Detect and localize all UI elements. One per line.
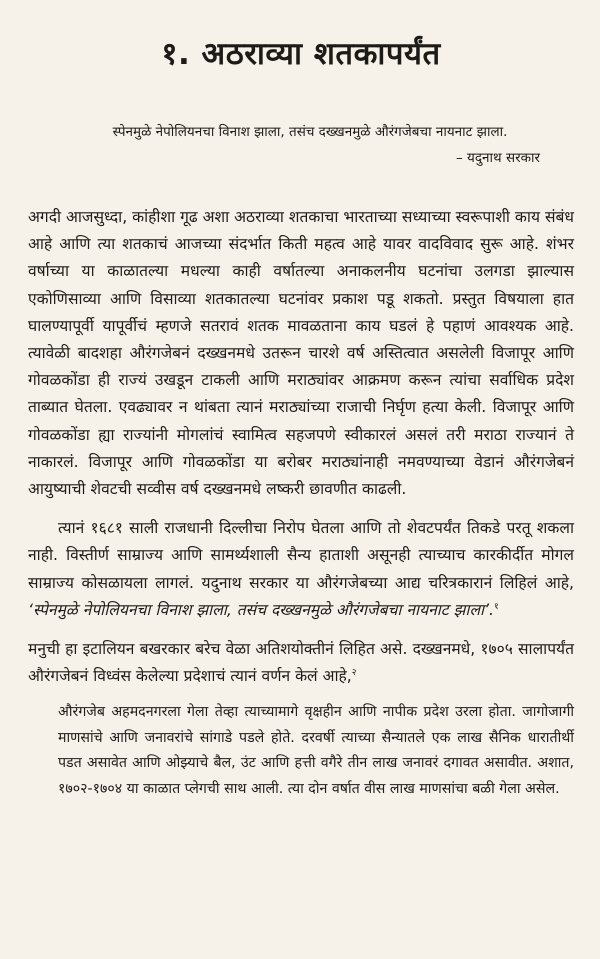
chapter-body bbox=[28, 204, 574, 802]
epigraph-attribution: – यदुनाथ सरकार bbox=[456, 150, 540, 166]
paragraph-2 bbox=[28, 515, 574, 624]
paragraph-1: अगदी आजसुध्दा, कांहीशा गूढ अशा अठराव्या शतकाचा भारताच्या सध्याच्या स्वरूपाशी काय संबंध आहे आणि त्या शतकाचं आजच्या संदर्भात किती महत्व आहे यावर वादविवाद सुरू आहे. शंभर वर्षाच्या या काळातल्या मधल्या काही वर्षातल्या अनाकलनीय घटनांचा उलगडा झाल्यास एकोणिसाव्या आणि विसाव्या शतकातल्या घटनांवर प्रकाश पडू शकतो. प्रस्तुत विषयाला हात घालण्यापूर्वी यापूर्वीचं म्हणजे सतरावं शतक मावळताना काय घडलं हे पहाणं आवश्यक आहे. त्यावेळी बादशहा औरंगजेबनं दख्खनमधे उतरून चारशे वर्ष अस्तित्वात असलेली विजापूर आणि गोवळकोंडा ही राज्यं उखडून टाकली आणि मराठ्यांवर आक्रमण करून त्यांचा सर्वाधिक प्रदेश ताब्यात घेतला. एवढ्यावर न थांबता त्यानं मराठ्यांच्या राजाची निर्घृण हत्या केली. विजापूर आणि गोवळकोंडा ह्या राज्यांनी मोगलांचं स्वामित्व सहजपणे स्वीकारलं असलं तरी मराठा राज्यानं ते नाकारलं. विजापूर आणि गोवळकोंडा या बरोबर मराठ्यांनाही नमवण्याच्या वेडानं औरंगजेबनं आयुष्याची शेवटची सव्वीस वर्ष दख्खनमधे लष्करी छावणीत काढली. bbox=[28, 208, 574, 499]
inline-quote: ‘स्पेनमुळे नेपोलियनचा विनाश झाला, तसंच दख्खनमुळे औरंगजेबचा नायनाट झाला’. bbox=[28, 600, 494, 619]
footnote-ref-1: १ bbox=[493, 601, 499, 612]
paragraph-2-text: त्यानं १६८१ साली राजधानी दिल्लीचा निरोप घेतला आणि तो शेवटपर्यंत तिकडे परतू शकला नाही. विस्तीर्ण साम्राज्य आणि सामर्थ्यशाली सैन्य हाताशी असूनही त्याच्याच कारकीर्दीत मोगल साम्राज्य कोसळायला लागलं. यदुनाथ सरकार या औरंगजेबच्या आद्य चरित्रकारानं लिहिलं आहे, bbox=[28, 519, 574, 592]
block-quote: औरंगजेब अहमदनगरला गेला तेव्हा त्याच्यामागे वृक्षहीन आणि नापीक प्रदेश उरला होता. जागोजागी माणसांचे आणि जनावरांचे सांगाडे पडले होते. दरवर्षी त्याच्या सैन्यातले एक लाख सैनिक धारातीर्थी पडत असावेत आणि ओझ्याचे बैल, उंट आणि हत्ती वगैरे तीन लाख जनावरं दगावत असावीत. अशात, १७०२-१७०४ या काळात प्लेगची साथ आली. त्या दोन वर्षात वीस लाख माणसांचा बळी गेला असेल. bbox=[58, 704, 574, 797]
paragraph-3-text: मनुची हा इटालियन बखरकार बरेच वेळा अतिशयोक्तीनं लिहित असे. दख्खनमधे, १७०५ सालापर्यंत औरंगजेबनं विध्वंस केलेल्या प्रदेशाचं त्यानं वर्णन केलं आहे, bbox=[28, 640, 574, 686]
chapter-title: १. अठराव्या शतकापर्यंत bbox=[161, 36, 441, 72]
paragraph-3 bbox=[28, 636, 574, 690]
footnote-ref-2: २ bbox=[351, 668, 357, 679]
epigraph-text: स्पेनमुळे नेपोलियनचा विनाश झाला, तसंच दख्खनमुळे औरंगजेबचा नायनाट झाला. bbox=[112, 124, 508, 140]
